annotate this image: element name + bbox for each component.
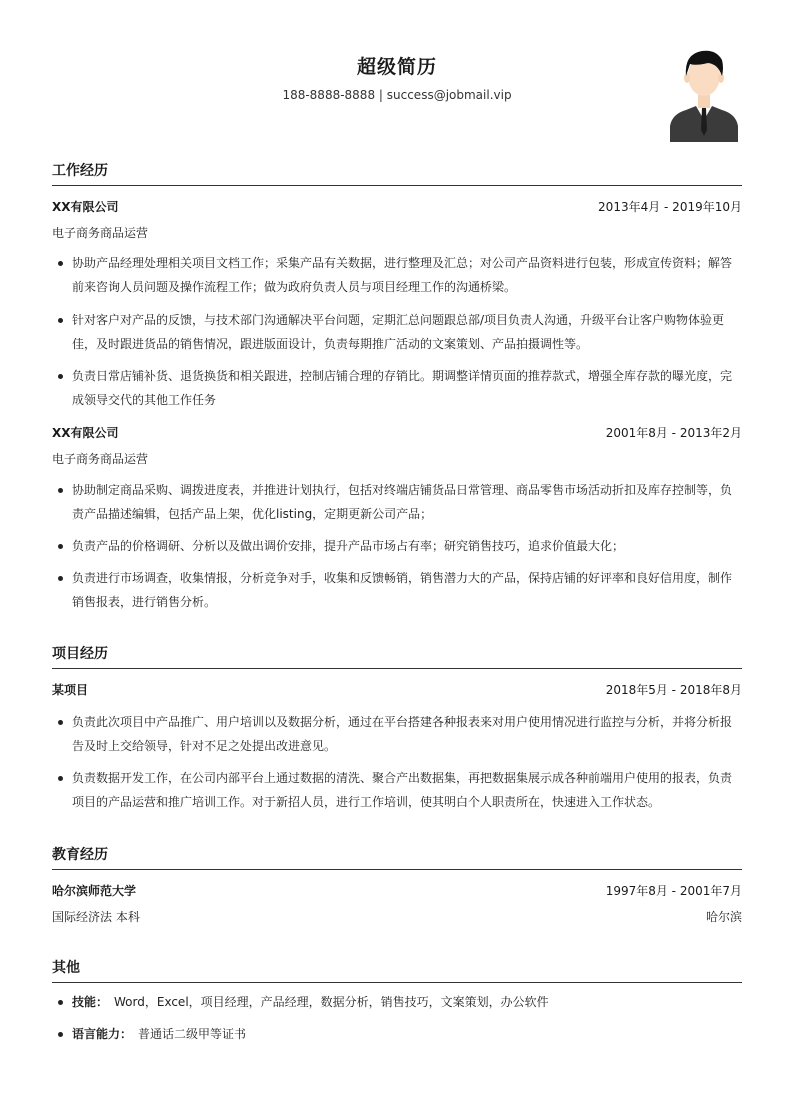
- education-date: 1997年8月 - 2001年7月: [605, 884, 742, 898]
- list-item: 负责数据开发工作，在公司内部平台上通过数据的清洗、聚合产出数据集，再把数据集展示成各种前端用户使用的报表，负责 项目的产品运营和推广培训工作。对于新招人员，进行工作培训，使其明白个人职责所在，快速进入工作状态。: [52, 766, 742, 814]
- resume-name: 超级简历: [356, 56, 437, 78]
- section-title-work: 工作经历: [52, 163, 108, 179]
- list-item: 针对客户对产品的反馈，与技术部门沟通解决平台问题，定期汇总问题跟总部/项目负责人沟通，升级平台让客户购物体验更 佳，及时跟进货品的销售情况，跟进版面设计，负责每期推广活动的文案策划、产品拍摄调性等。: [52, 308, 742, 356]
- section-divider: [52, 982, 742, 983]
- contact-info: 188-8888-8888 | success@jobmail.vip: [282, 88, 512, 102]
- section-title-other: 其他: [52, 960, 80, 976]
- city: 哈尔滨: [705, 910, 742, 924]
- language-value: 普通话二级甲等证书: [138, 1027, 247, 1041]
- major: 国际经济法 本科: [52, 910, 140, 924]
- section-title-education: 教育经历: [52, 847, 108, 863]
- project-date: 2018年5月 - 2018年8月: [605, 683, 742, 697]
- section-divider: [52, 185, 742, 186]
- company-name: XX有限公司: [52, 426, 119, 440]
- job-header: [52, 424, 742, 441]
- project-name: 某项目: [52, 683, 89, 697]
- list-item: 负责产品的价格调研、分析以及做出调价安排，提升产品市场占有率；研究销售技巧，追求价值最大化；: [52, 534, 742, 558]
- job-role: 电子商务商品运营: [52, 452, 149, 466]
- section-divider: [52, 869, 742, 870]
- language-label: 语言能力：: [72, 1027, 133, 1041]
- list-item: 负责进行市场调查，收集情报，分析竞争对手，收集和反馈畅销，销售潜力大的产品，保持店铺的好评率和良好信用度，制作 销售报表，进行销售分析。: [52, 566, 742, 614]
- list-item-skills: [52, 990, 742, 1014]
- skills-label: 技能：: [72, 995, 109, 1009]
- list-item: 协助产品经理处理相关项目文档工作；采集产品有关数据，进行整理及汇总；对公司产品资料进行包装，形成宣传资料；解答 前来咨询人员问题及操作流程工作；做为政府负责人员与项目经理工作的沟通桥梁。: [52, 251, 742, 299]
- avatar: [668, 46, 740, 142]
- education-detail: [52, 908, 742, 925]
- skills-value: Word，Excel，项目经理，产品经理，数据分析，销售技巧，文案策划，办公软件: [114, 995, 549, 1009]
- list-item-language: [52, 1022, 742, 1046]
- job-role: 电子商务商品运营: [52, 226, 149, 240]
- section-title-project: 项目经历: [52, 646, 108, 662]
- list-item: 负责日常店铺补货、退货换货和相关跟进，控制店铺合理的存销比。期调整详情页面的推荐款式，增强全库存款的曝光度，完 成领导交代的其他工作任务: [52, 364, 742, 412]
- school-name: 哈尔滨师范大学: [52, 884, 137, 898]
- list-item: 负责此次项目中产品推广、用户培训以及数据分析，通过在平台搭建各种报表来对用户使用情况进行监控与分析，并将分析报 告及时上交给领导，针对不足之处提出改进意见。: [52, 710, 742, 758]
- section-divider: [52, 668, 742, 669]
- job-date: 2013年4月 - 2019年10月: [598, 200, 742, 214]
- education-header: [52, 882, 742, 899]
- company-name: XX有限公司: [52, 200, 119, 214]
- job-header: [52, 198, 742, 215]
- project-header: [52, 681, 742, 698]
- job-date: 2001年8月 - 2013年2月: [605, 426, 742, 440]
- list-item: 协助制定商品采购、调拨进度表，并推进计划执行，包括对终端店铺货品日常管理、商品零售市场活动折扣及库存控制等，负 责产品描述编辑，包括产品上架，优化listing，定期更新公司产品；: [52, 478, 742, 526]
